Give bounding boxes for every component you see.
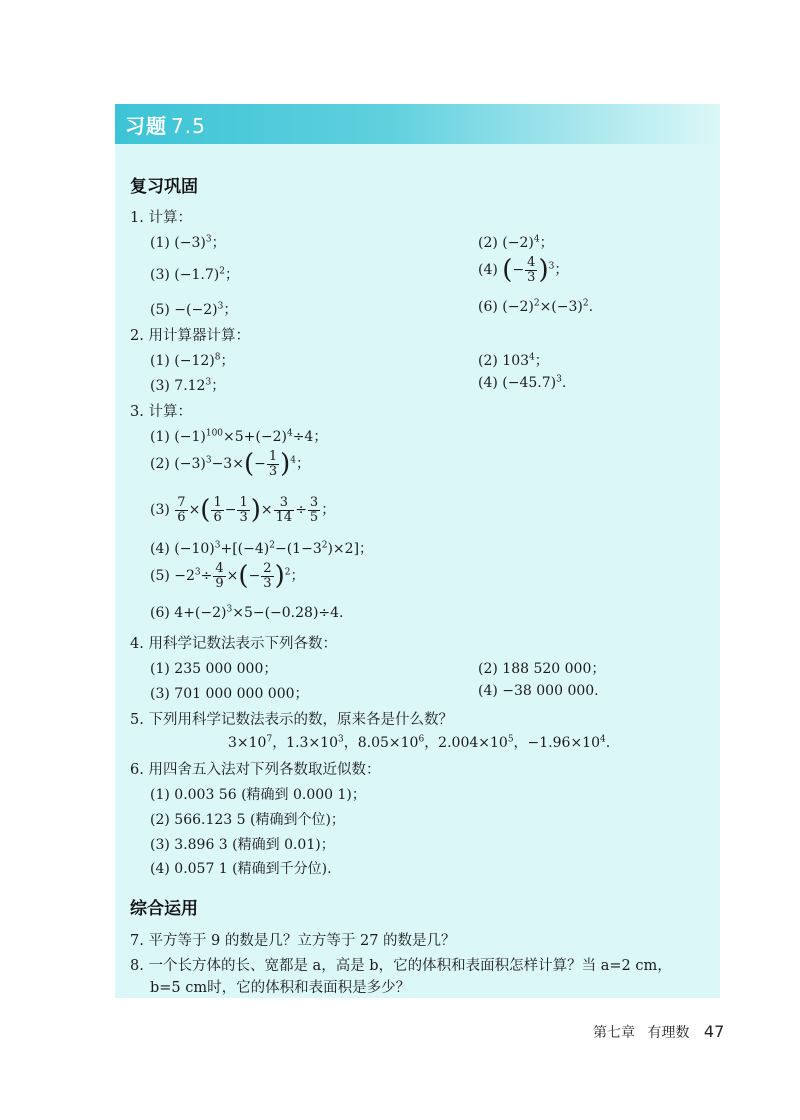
q5-numbers: $3\times 10^7$，$1.3\times 10^3$，$8.05\times 10^6$，$2.004\times 10^5$，$-1.96\times 10^4$. [228,734,611,751]
q1-item-5: $(5) -(-2)^3$； [150,301,238,318]
q4-item-4: (4) −38 000 000. [478,683,599,699]
q6-item-4: (4) 0.057 1 (精确到千分位). [150,861,332,877]
q1-item-2: (2) $(-2)^4$； [478,234,554,251]
question-1: 1. 计算： [130,210,192,226]
q6-item-2: (2) 566.123 5 (精确到个位)； [150,812,345,828]
page-number: 47 [703,1022,725,1041]
question-2: 2. 用计算器计算： [130,328,250,344]
exercise-header [115,104,720,144]
q3-item-2: (2) $(-3)^3-3\times(-$ $\frac{1}{3}$ )$^4$； [150,449,311,480]
chapter-label: 第七章 [593,1025,635,1041]
q3-item-6: (6) $4+(-2)^3\times 5-(-0.28)\div 4$. [150,604,344,621]
question-8-line-1: 8. 一个长方体的长、宽都是 a，高是 b，它的体积和表面积怎样计算？当 a=2 cm， [130,958,672,974]
exercise-title: 习题 7.5 [125,114,206,138]
q2-item-3: (3) 7.12$^3$； [150,377,226,394]
q6-item-1: (1) 0.003 56 (精确到 0.000 1)； [150,787,366,803]
q2-item-4: (4) $(-45.7)^3$. [478,374,567,391]
q3-item-5: $(5) -2^3\div$ $\frac{4}{9}$ ×(− $\frac{2}{3}$ )$^2$； [150,561,305,592]
q2-item-1: (1) $(-12)^8$； [150,352,235,369]
q4-item-2: (2) 188 520 000； [478,661,606,677]
q3-item-1: (1) $(-1)^{100}\times 5+(-2)^4\div 4$； [150,428,328,445]
question-6: 6. 用四舍五入法对下列各数取近似数： [130,762,381,778]
question-7: 7. 平方等于 9 的数是几？立方等于 27 的数是几？ [130,933,456,949]
section-review: 复习巩固 [130,177,198,197]
q1-item-6: (6) $(-2)^2\times(-3)^2$. [478,298,594,315]
q1-item-4: (4) (− $\frac{4}{3}$ )$^3$； [478,255,569,286]
question-4: 4. 用科学记数法表示下列各数： [130,636,337,652]
q2-item-2: (2) $103^4$； [478,352,549,369]
q6-item-3: (3) 3.896 3 (精确到 0.01)； [150,837,335,853]
section-apply: 综合运用 [130,899,198,919]
chapter-title: 有理数 [647,1025,690,1041]
question-3: 3. 计算： [130,404,192,420]
q4-item-1: (1) 235 000 000； [150,661,278,677]
page-footer [593,1022,724,1042]
q3-item-3: (3) $\frac{7}{6}$ ×( $\frac{1}{6}$ − $\frac{1}{3}$ )× $\frac{3}{14}$ ÷ $\frac{3}{5}$ ； [150,495,336,526]
q4-item-3: (3) 701 000 000 000； [150,686,309,702]
q1-item-3: (3) $(-1.7)^2$； [150,266,239,283]
q1-item-1: (1) $(-3)^3$； [150,234,226,251]
question-8-line-2: b=5 cm时，它的体积和表面积是多少？ [150,980,411,996]
q3-item-4: (4) $(-10)^3+[(-4)^2-(1-3^2)\times 2]$； [150,540,374,557]
question-5: 5. 下列用科学记数法表示的数，原来各是什么数？ [130,712,453,728]
